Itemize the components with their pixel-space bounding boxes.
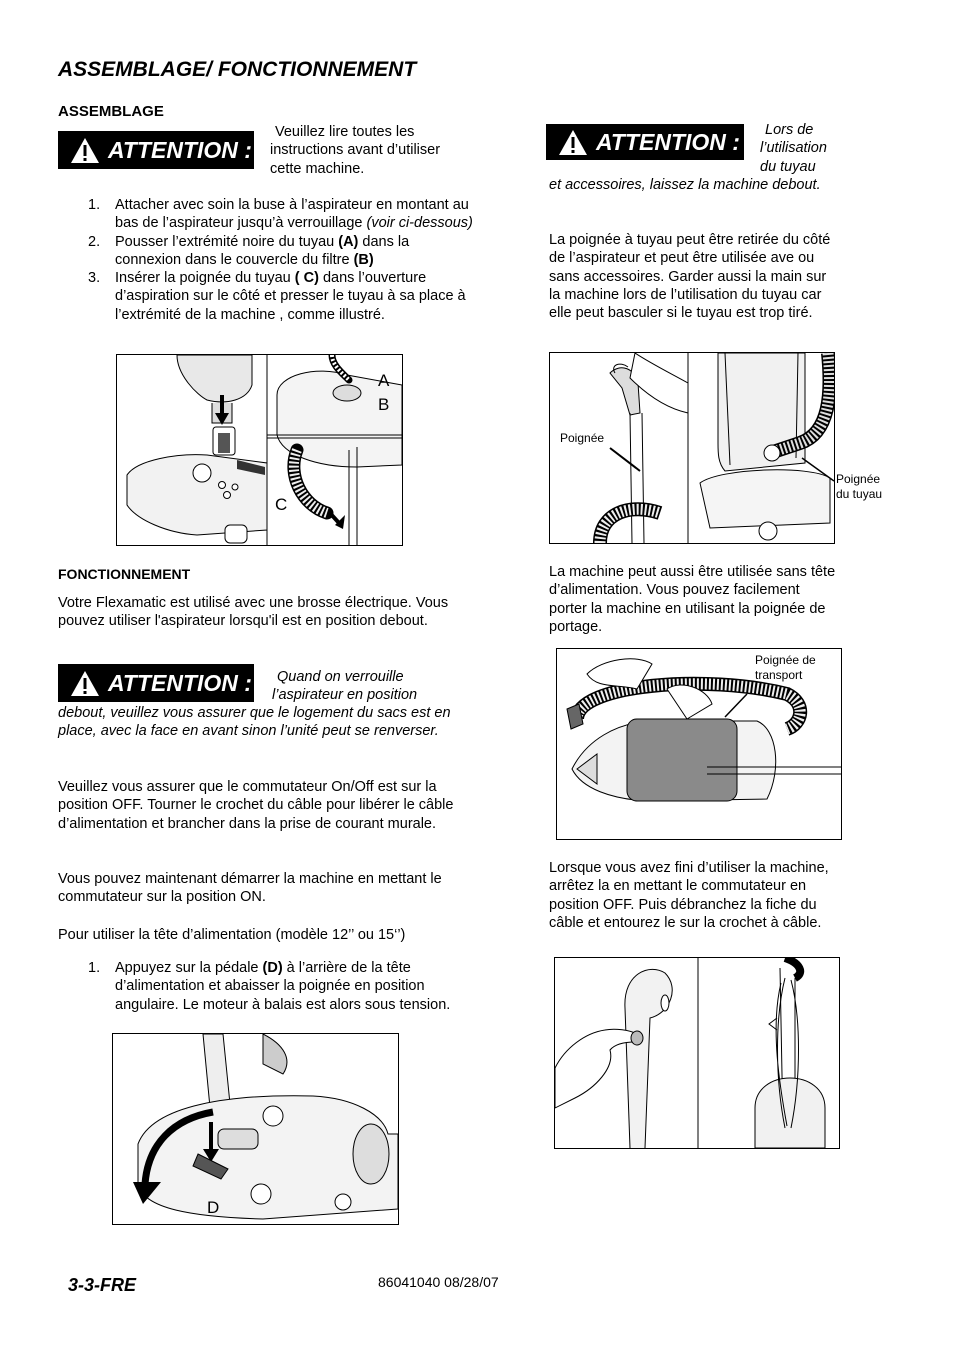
step-text-part: (D) xyxy=(262,960,283,976)
warning-label: ATTENTION : xyxy=(596,128,740,155)
step-text-part: ( C) xyxy=(294,270,319,287)
cord-hook-illustration xyxy=(555,958,839,1148)
hose-handle-illustration xyxy=(550,353,834,543)
warning-badge-1 xyxy=(58,131,254,169)
operation-intro: Votre Flexamatic est utilisé avec une brosse électrique. Vous pouvez utiliser l'aspirateur lorsqu'il est en position debout. xyxy=(58,595,449,630)
label-d: D xyxy=(207,1198,220,1217)
label-a: A xyxy=(378,371,390,390)
step-text-part: Appuyez sur la pédale xyxy=(115,960,263,976)
assembly-figure xyxy=(116,354,403,546)
assembly-steps xyxy=(58,196,478,324)
step-d: 1. Appuyez sur la pédale (D) à l’arrière de la tête d’alimentation et abaisser la poignée en position angulaire. Le moteur à balais est alors sous tension. xyxy=(88,960,451,1013)
pedal-illustration xyxy=(113,1034,398,1224)
cord-hook-figure xyxy=(554,957,840,1149)
step-number: 3. xyxy=(88,270,101,287)
assembly-illustration xyxy=(117,355,402,545)
page-title: ASSEMBLAGE/ FONCTIONNEMENT xyxy=(58,58,417,81)
label-carry-handle: Poignée de transport xyxy=(755,653,816,682)
warning3-side: Lors de l’utilisation du tuyau xyxy=(760,122,827,175)
assembly-step xyxy=(58,233,478,270)
hose-handle-paragraph: La poignée à tuyau peut être retirée du côté de l’aspirateur et peut être utilisée ave ou sans accessoires. Garder aussi la main sur la machine lors de l’utilisation du tuyau car elle peut basculer si le tuyau est trop tiré. xyxy=(549,232,831,322)
warning2-side: Quand on verrouille l’aspirateur en position xyxy=(272,669,418,704)
label-handle: Poignée xyxy=(560,431,605,445)
warning1-text: Veuillez lire toutes les instructions avant d’utiliser cette machine. xyxy=(270,124,441,177)
hose-handle-figure xyxy=(549,352,835,544)
label-c: C xyxy=(275,495,288,514)
carry-paragraph: La machine peut aussi être utilisée sans tête d’alimentation. Vous pouvez facilement porter la machine en utilisant la poignée de portage. xyxy=(549,564,836,635)
power-head-paragraph: Pour utiliser la tête d’alimentation (modèle 12’’ ou 15‘’) xyxy=(58,927,406,943)
step-text-part: Insérer la poignée du tuyau xyxy=(115,270,295,287)
assembly-heading: ASSEMBLAGE xyxy=(58,103,164,120)
warning-icon xyxy=(558,129,588,156)
pedal-figure xyxy=(112,1033,399,1225)
step-number: 1. xyxy=(88,197,101,213)
step-number: 2. xyxy=(88,233,101,250)
assembly-step xyxy=(58,269,478,324)
step-text-part: (voir ci-dessous) xyxy=(366,215,473,232)
label-hose-handle: Poignée du tuyau xyxy=(836,472,883,501)
operation-heading: FONCTIONNEMENT xyxy=(58,566,191,582)
step-text-part: dans l’ouverture d’aspiration sur le côté et presser le tuyau à sa place à l’extrémité de la machine , comme illustré. xyxy=(115,270,466,323)
start-paragraph: Vous pouvez maintenant démarrer la machine en mettant le commutateur sur la position ON. xyxy=(58,871,442,906)
page-number: 3-3-FRE xyxy=(68,1275,137,1295)
warning-label: ATTENTION : xyxy=(108,136,252,163)
step-text-part: (B) xyxy=(353,251,374,268)
document-code: 86041040 08/28/07 xyxy=(378,1274,499,1290)
step-text-part: à l’arrière de la tête d’alimentation et abaisser la poignée en position angulaire. Le moteur à balais est alors sous tension. xyxy=(115,960,451,1013)
warning-icon xyxy=(70,137,100,164)
finish-paragraph: Lorsque vous avez fini d’utiliser la machine, arrêtez la en mettant le commutateur en position OFF. Puis débranchez la fiche du câble et entourez le sur la crochet à câble. xyxy=(549,860,829,931)
warning-icon xyxy=(70,670,100,697)
assembly-step xyxy=(58,196,478,233)
warning2-body: debout, veuillez vous assurer que le logement du sacs est en place, avec la face en avant sinon l’unité peut se renverser. xyxy=(58,705,451,740)
step-text-part: (A) xyxy=(338,233,359,250)
label-b: B xyxy=(378,395,390,414)
power-head-steps xyxy=(58,959,468,1014)
warning-badge-2 xyxy=(58,664,254,702)
carry-figure xyxy=(556,648,842,840)
step-text-part: Pousser l’extrémité noire du tuyau xyxy=(115,233,339,250)
warning-badge-3 xyxy=(546,124,744,160)
warning3-body: et accessoires, laissez la machine debout. xyxy=(549,177,821,193)
switch-paragraph: Veuillez vous assurer que le commutateur On/Off est sur la position OFF. Tourner le crochet du câble pour libérer le câble d’alimentation et brancher dans la prise de courant murale. xyxy=(58,779,454,832)
step-text-part: Attacher avec soin la buse à l’aspirateur en montant au bas de l’aspirateur jusqu’à verrouillage xyxy=(115,197,469,232)
warning-label: ATTENTION : xyxy=(108,669,252,696)
step-text-part: dans la connexion dans le couvercle du filtre xyxy=(115,233,410,268)
